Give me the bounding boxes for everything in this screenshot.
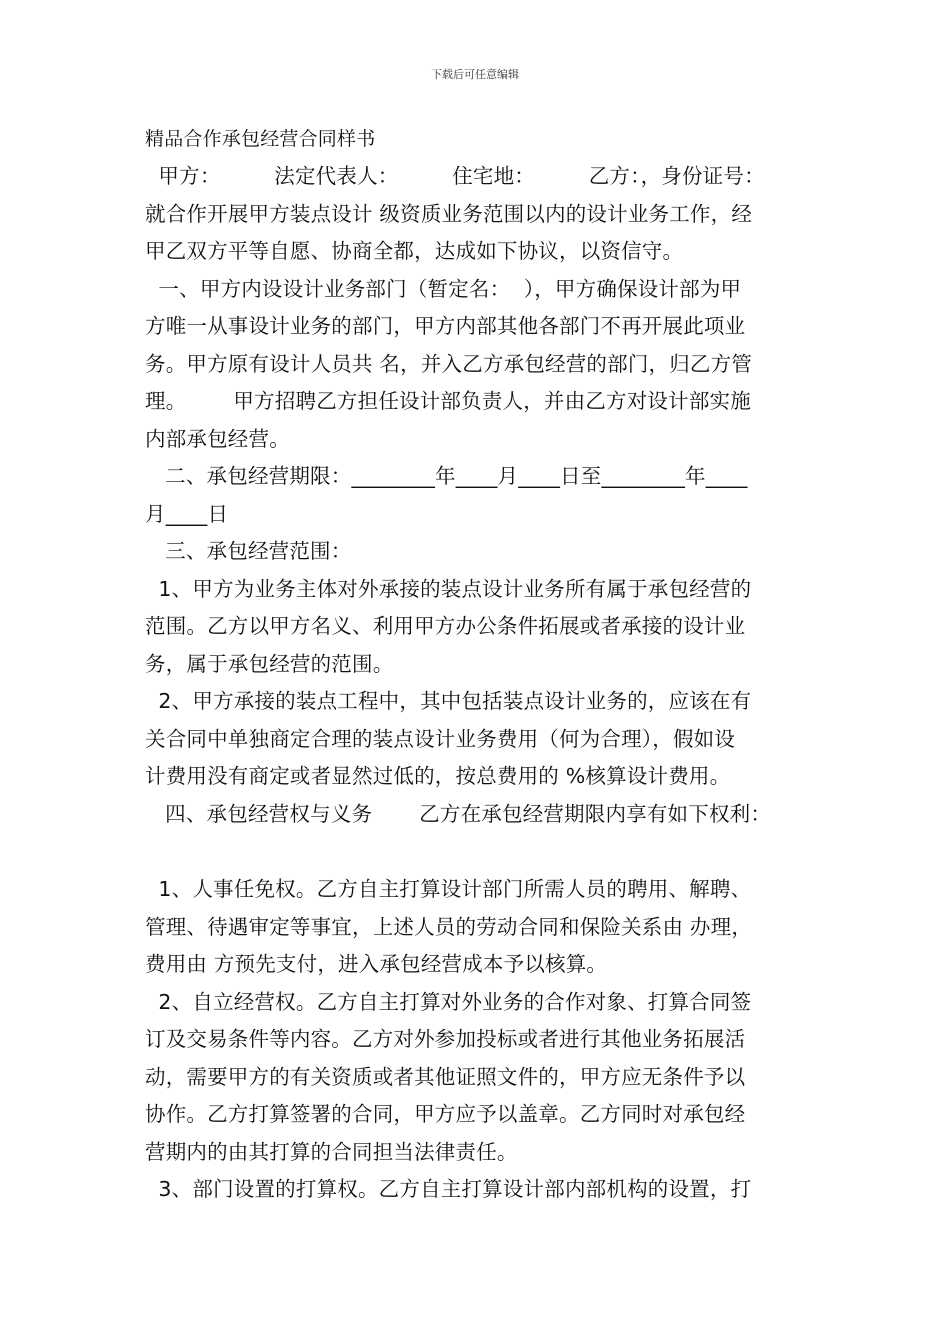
text-line: 方唯一从事设计业务的部门，甲方内部其他各部门不再开展此项业 [145, 314, 746, 338]
text-line: 甲方： 法定代表人： 住宅地： 乙方：，身份证号： [145, 164, 765, 188]
text-line: 计费用没有商定或者显然过低的，按总费用的 %核算设计费用。 [145, 764, 731, 788]
blank-line [145, 833, 825, 871]
text-line: 1、人事任免权。乙方自主打算设计部门所需人员的聘用、解聘、 [145, 877, 752, 901]
text-line: 就合作开展甲方装点设计 级资质业务范围以内的设计业务工作，经 [145, 201, 753, 226]
text-line: 1、甲方为业务主体对外承接的装点设计业务所有属于承包经营的 [145, 576, 752, 601]
text-line: 理。 甲方招聘乙方担任设计部负责人，并由乙方对设计部实施 [145, 389, 751, 413]
text-line: 范围。乙方以甲方名义、利用甲方办公条件拓展或者承接的设计业 [145, 614, 746, 638]
text-line: 协作。乙方打算签署的合同，甲方应予以盖章。乙方同时对承包经 [145, 1102, 746, 1126]
text-line: 务。甲方原有设计人员共 名，并入乙方承包经营的部门，归乙方管 [145, 351, 753, 376]
document-body [145, 124, 825, 1209]
text-line: 关合同中单独商定合理的装点设计业务费用（何为合理），假如设 [145, 726, 736, 751]
text-line: 务，属于承包经营的范围。 [145, 651, 394, 676]
text-line: 2、甲方承接的装点工程中，其中包括装点设计业务的，应该在有 [145, 689, 752, 713]
text-line: 营期内的由其打算的合同担当法律责任。 [145, 1139, 518, 1164]
text-line: 订及交易条件等内容。乙方对外参加投标或者进行其他业务拓展活 [145, 1027, 746, 1051]
text-line: 四、承包经营权与义务 乙方在承包经营期限内享有如下权利： [145, 801, 772, 826]
text-line: 三、承包经营范围： [145, 539, 352, 563]
document-paragraphs [145, 158, 825, 1209]
text-line: 3、部门设置的打算权。乙方自主打算设计部内部机构的设置，打 [145, 1177, 752, 1201]
text-line: 费用由 方预先支付，进入承包经营成本予以核算。 [145, 952, 608, 976]
text-line: 二、承包经营期限：________年____月____日至________年____ [145, 464, 748, 488]
text-line: 一、甲方内设设计业务部门（暂定名： ），甲方确保设计部为甲 [145, 276, 742, 301]
document-title: 精品合作承包经营合同样书 [145, 128, 376, 150]
page-header: 下载后可任意编辑 [431, 68, 519, 81]
text-line: 管理、待遇审定等事宜，上述人员的劳动合同和保险关系由 办理， [145, 914, 753, 939]
text-line: 内部承包经营。 [145, 426, 290, 451]
text-line: 动，需要甲方的有关资质或者其他证照文件的，甲方应无条件予以 [145, 1064, 746, 1089]
text-line: 月____日 [145, 501, 229, 526]
text-line: 2、自立经营权。乙方自主打算对外业务的合作对象、打算合同签 [145, 989, 752, 1014]
text-line: 甲乙双方平等自愿、协商全都，达成如下协议，以资信守。 [145, 239, 684, 263]
